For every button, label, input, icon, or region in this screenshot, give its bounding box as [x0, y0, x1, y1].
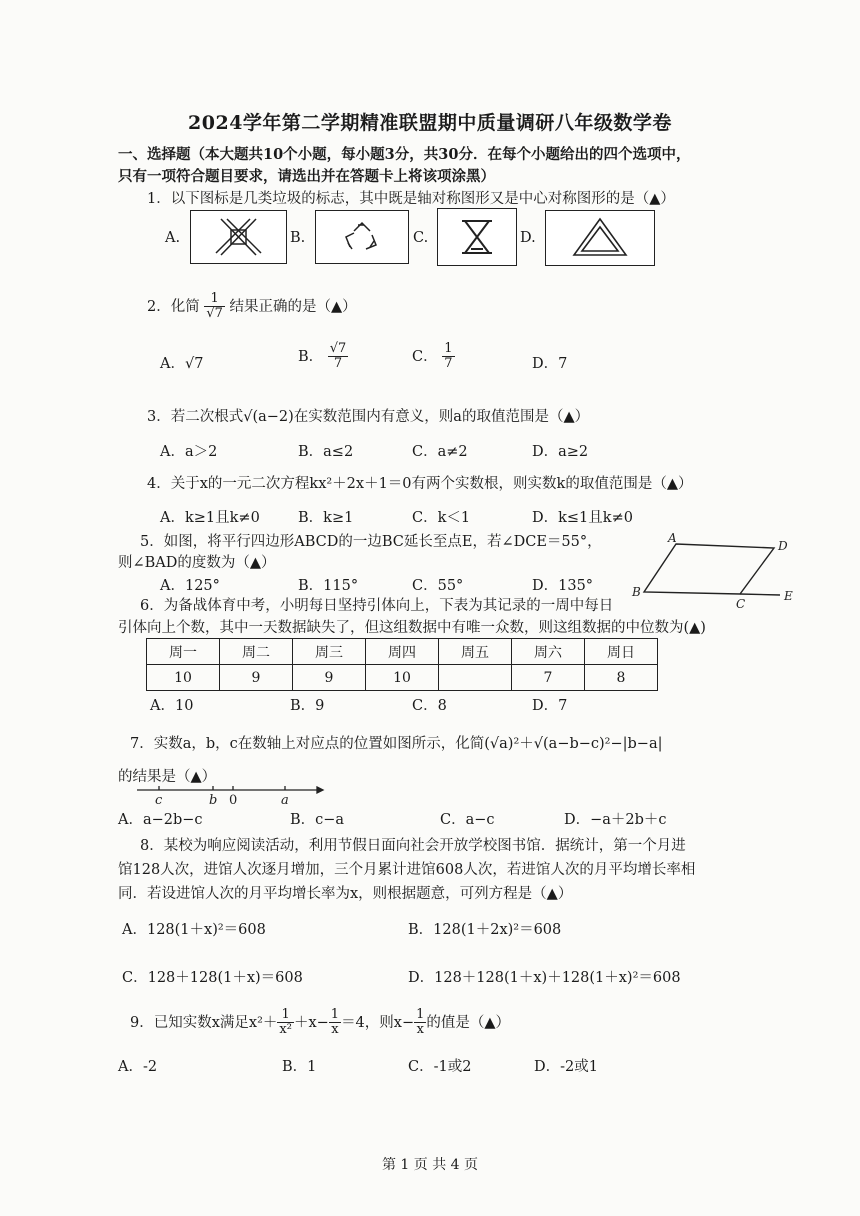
q2-b-num: √7 [329, 341, 347, 356]
table-cell: 10 [366, 665, 439, 691]
point-d-label: D [778, 539, 788, 553]
q8-stem-line2: 馆128人次，进馆人次逐月增加，三个月累计进馆608人次，若进馆人次的月平均增长率相 [118, 862, 696, 878]
q7-option-d: D．−a＋2b＋c [564, 812, 667, 828]
q4-option-a: A．k≥1且k≠0 [160, 510, 260, 526]
q7-option-a: A．a−2b−c [118, 812, 203, 828]
table-header-cell: 周四 [366, 639, 439, 665]
q7-option-c: C．a−c [440, 812, 495, 828]
parallelogram-figure [630, 532, 800, 614]
axis-label-c: c [155, 793, 163, 808]
q1-stem: 1．以下图标是几类垃圾的标志，其中既是轴对称图形又是中心对称图形的是（▲） [147, 191, 675, 207]
table-cell: 9 [293, 665, 366, 691]
q5-option-d: D．135° [532, 578, 594, 594]
q7-stem-line1: 7．实数a，b，c在数轴上对应点的位置如图所示，化简(√a)²＋√(a−b−c)²−|b−a| [130, 736, 663, 752]
q6-option-c: C．8 [412, 698, 447, 714]
point-a-label: A [668, 532, 677, 545]
q3-stem: 3．若二次根式√(a−2)在实数范围内有意义，则a的取值范围是（▲） [147, 409, 590, 425]
q2-b-frac [328, 342, 349, 372]
q2-option-b [298, 342, 348, 372]
axis-label-a: a [281, 793, 289, 808]
table-header-cell: 周三 [293, 639, 366, 665]
q1-label-a: A. [165, 230, 181, 246]
q6-option-a: A．10 [150, 698, 194, 714]
q7-stem-line2: 的结果是（▲） [118, 769, 217, 785]
q1-option-d-image [545, 210, 655, 266]
q6-stem-line1: 6．为备战体育中考，小明每日坚持引体向上，下表为其记录的一周中每日 [140, 598, 614, 614]
point-e-label: E [784, 589, 793, 603]
q9-pre: 9．已知实数x满足x²＋ [130, 1014, 278, 1031]
q2-stem-post: 结果正确的是（▲） [229, 298, 357, 315]
table-header-row [147, 639, 658, 665]
q7-option-b: B．c−a [290, 812, 345, 828]
q1-option-b-image [315, 210, 409, 264]
q2-b-label: B． [298, 348, 324, 365]
section-heading-line2: 只有一项符合题目要求，请选出并在答题卡上将该项涂黑） [118, 168, 495, 185]
q6-option-b: B．9 [290, 698, 325, 714]
table-cell: 8 [585, 665, 658, 691]
q1-label-d: D. [520, 230, 536, 246]
q1-label-b: B. [290, 230, 306, 246]
q4-option-d: D．k≤1且k≠0 [532, 510, 633, 526]
q2-stem [147, 292, 357, 322]
point-c-label: C [736, 597, 746, 611]
table-header-cell: 周一 [147, 639, 220, 665]
q5-stem-line1: 5．如图，将平行四边形ABCD的一边BC延长至点E，若∠DCE＝55°， [140, 534, 602, 550]
q8-option-a: A．128(1＋x)²＝608 [122, 922, 266, 938]
q4-stem: 4．关于x的一元二次方程kx²＋2x＋1＝0有两个实数根，则实数k的取值范围是（▲） [147, 476, 693, 492]
q9-stem [130, 1008, 510, 1038]
q2-option-a: A．√7 [160, 356, 204, 372]
q9-post: 的值是（▲） [426, 1014, 511, 1031]
table-row [147, 665, 658, 691]
q9-option-d: D．-2或1 [534, 1059, 598, 1075]
q5-option-c: C．55° [412, 578, 464, 594]
q2-c-frac [442, 342, 454, 372]
q2-c-num: 1 [444, 341, 453, 356]
q3-option-c: C．a≠2 [412, 444, 468, 460]
q9-f3-num: 1 [416, 1007, 425, 1022]
q9-frac2 [329, 1008, 341, 1038]
q6-option-d: D．7 [532, 698, 568, 714]
q8-option-b: B．128(1＋2x)²＝608 [408, 922, 562, 938]
q2-fraction [204, 292, 225, 322]
q1-option-c-image [437, 208, 517, 266]
recycle-triangle-icon [546, 211, 654, 265]
table-cell: 7 [512, 665, 585, 691]
page-footer: 第 1 页 共 4 页 [381, 1157, 479, 1173]
q9-f2-num: 1 [330, 1007, 340, 1022]
q2-b-den: 7 [333, 356, 343, 372]
q9-f1-den: x² [279, 1022, 292, 1038]
q9-f3-den: x [416, 1022, 424, 1038]
q5-option-b: B．115° [298, 578, 359, 594]
weekly-pullup-table [146, 638, 658, 691]
q2-stem-pre: 2．化简 [147, 298, 200, 315]
q9-frac3 [414, 1008, 426, 1038]
number-line-figure [135, 782, 325, 808]
table-header-cell: 周二 [220, 639, 293, 665]
q2-option-c [412, 342, 455, 372]
q8-stem-line3: 同．若设进馆人次的月平均增长率为x，则根据题意，可列方程是（▲） [118, 886, 573, 902]
q9-option-a: A．-2 [118, 1059, 158, 1075]
section-heading-line1: 一、选择题（本大题共10个小题，每小题3分，共30分．在每个小题给出的四个选项中， [118, 146, 691, 163]
table-header-cell: 周日 [585, 639, 658, 665]
table-cell: 10 [147, 665, 220, 691]
q9-frac1 [277, 1008, 294, 1038]
q2-c-den: 7 [444, 356, 453, 372]
q3-option-d: D．a≥2 [532, 444, 589, 460]
recycle-icon [316, 211, 408, 263]
q4-option-c: C．k＜1 [412, 510, 471, 526]
cross-arrows-icon [191, 211, 286, 263]
table-cell: 9 [220, 665, 293, 691]
point-b-label: B [632, 585, 641, 599]
q5-stem-line2: 则∠BAD的度数为（▲） [118, 555, 276, 571]
q8-stem-line1: 8．某校为响应阅读活动，利用节假日面向社会开放学校图书馆．据统计，第一个月进 [140, 838, 686, 854]
q9-option-c: C．-1或2 [408, 1059, 472, 1075]
q8-option-d: D．128＋128(1＋x)＋128(1＋x)²＝608 [408, 970, 681, 986]
table-header-cell: 周五 [439, 639, 512, 665]
hourglass-icon [438, 209, 516, 265]
q9-f2-den: x [331, 1022, 339, 1038]
q5-option-a: A．125° [160, 578, 220, 594]
table-header-cell: 周六 [512, 639, 585, 665]
q4-option-b: B．k≥1 [298, 510, 354, 526]
q1-label-c: C. [413, 230, 429, 246]
axis-label-b: b [209, 793, 218, 808]
page-title: 2024学年第二学期精准联盟期中质量调研八年级数学卷 [188, 112, 672, 134]
q3-option-a: A．a＞2 [160, 444, 218, 460]
q2-option-d: D．7 [532, 356, 568, 372]
q3-option-b: B．a≤2 [298, 444, 354, 460]
q8-option-c: C．128＋128(1＋x)＝608 [122, 970, 303, 986]
axis-label-zero: 0 [229, 793, 238, 808]
q2-frac-den: √7 [206, 306, 223, 322]
q6-stem-line2: 引体向上个数，其中一天数据缺失了，但这组数据中有唯一众数，则这组数据的中位数为(▲) [118, 620, 706, 636]
q9-option-b: B．1 [282, 1059, 317, 1075]
q2-frac-num: 1 [204, 292, 225, 307]
q9-f1-num: 1 [277, 1008, 294, 1023]
q2-c-label: C． [412, 348, 438, 365]
q1-option-a-image [190, 210, 287, 264]
q9-mid2: ＝4，则x− [341, 1014, 415, 1031]
q9-mid: ＋x− [293, 1014, 329, 1031]
table-cell [439, 665, 512, 691]
